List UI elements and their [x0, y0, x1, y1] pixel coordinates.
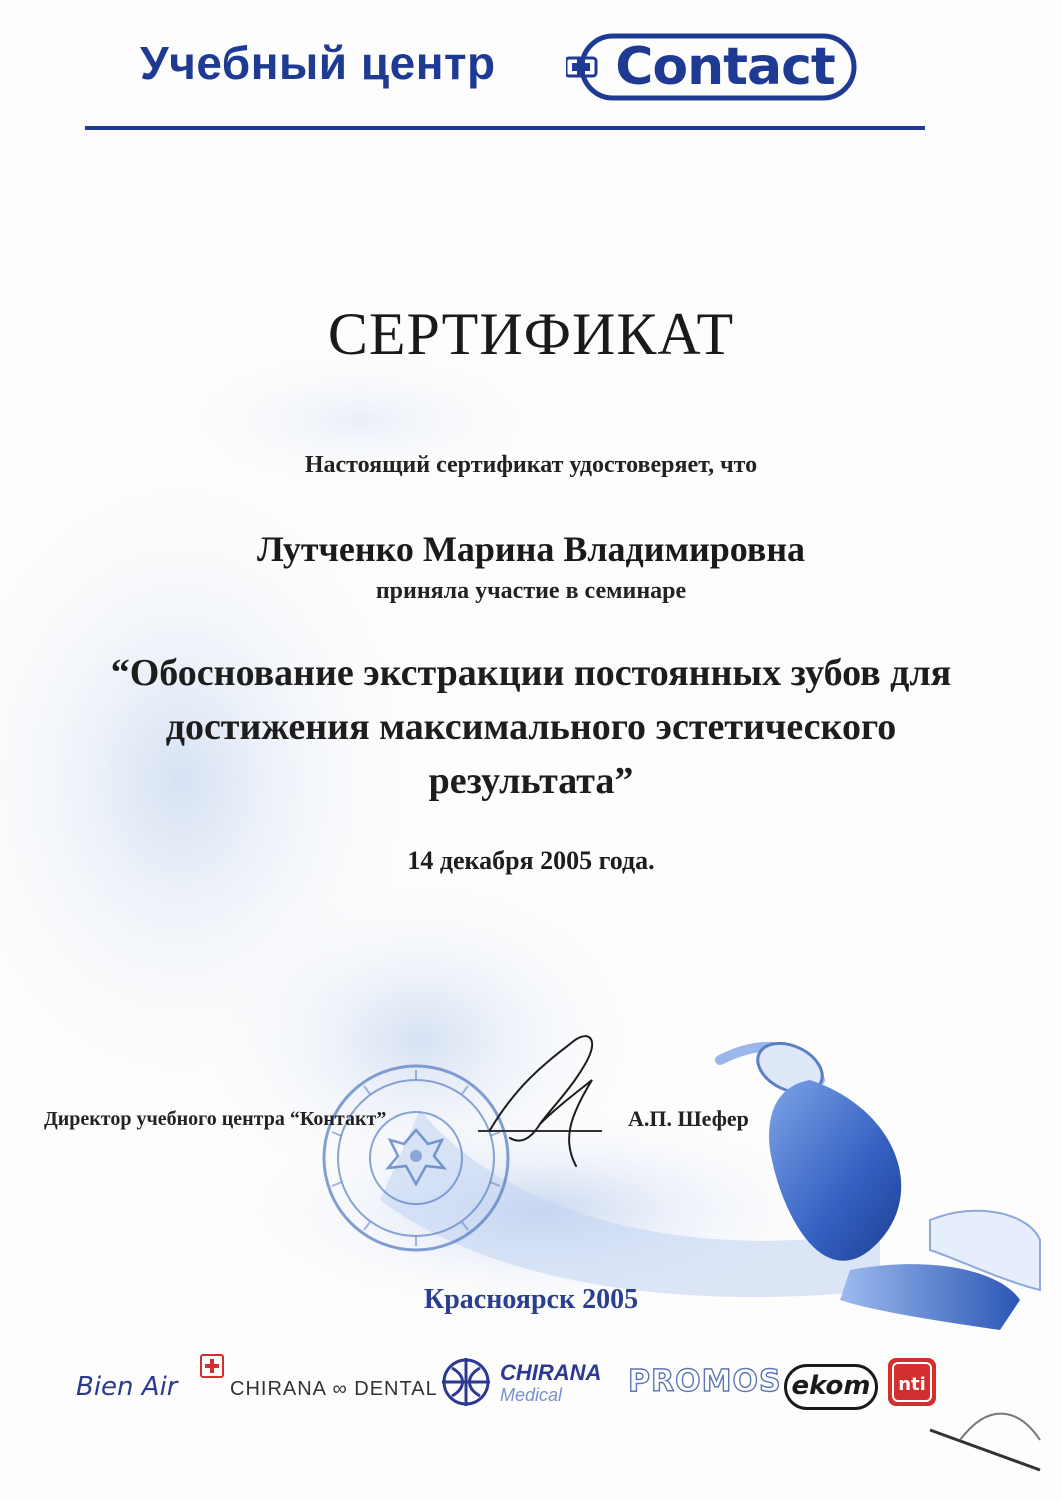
certificate-title: СЕРТИФИКАТ — [327, 301, 735, 367]
seminar-title-line: результата” — [428, 760, 634, 802]
certificate-intro: Настоящий сертификат удостоверяет, что — [304, 452, 758, 478]
swiss-cross-icon — [200, 1354, 224, 1378]
certificate-header — [0, 0, 1062, 140]
training-center-label: Учебный центр — [140, 37, 496, 89]
certificate-date: 14 декабря 2005 года. — [407, 846, 655, 875]
chirana-medical-sub: Medical — [500, 1385, 563, 1405]
seminar-title-line: “Обоснование экстракции постоянных зубов для — [110, 652, 952, 694]
header-divider — [85, 126, 925, 130]
participation-statement: приняла участие в семинаре — [375, 578, 687, 604]
director-label: Директор учебного центра “Контакт” — [44, 1108, 387, 1130]
signer-name: А.П. Шефер — [628, 1106, 749, 1131]
chirana-medical-name: CHIRANA — [500, 1360, 602, 1385]
ekom-logo: ekom — [784, 1364, 878, 1410]
handwritten-signature — [480, 1020, 630, 1180]
city-year: Красноярск 2005 — [423, 1284, 639, 1315]
chirana-dental-logo: CHIRANA ∞ DENTAL — [230, 1378, 438, 1400]
nti-logo — [886, 1356, 938, 1408]
chirana-medical-emblem-icon — [440, 1356, 492, 1408]
chirana-medical-logo — [500, 1362, 601, 1406]
recipient-name: Лутченко Марина Владимировна — [256, 529, 806, 569]
promos-logo: PROMOS — [628, 1364, 782, 1399]
nti-logo-text: nti — [898, 1374, 926, 1395]
seminar-title — [60, 646, 1002, 808]
contact-logo-text: Contact — [615, 37, 835, 97]
seminar-title-line: достижения максимального эстетического — [165, 706, 897, 748]
bienair-logo: Bien Air — [76, 1372, 178, 1402]
sponsor-logos — [0, 1350, 1062, 1430]
